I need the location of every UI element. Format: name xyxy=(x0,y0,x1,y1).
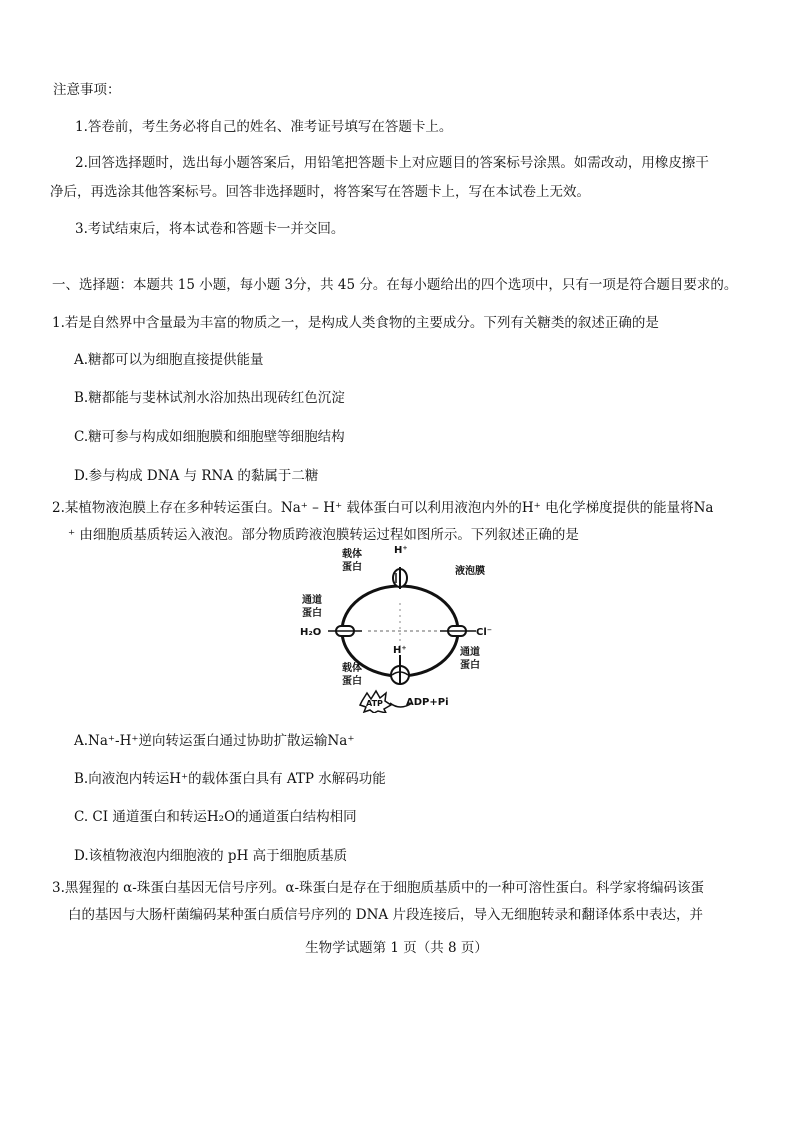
question-2-option-d: D.该植物液泡内细胞液的 pH 高于细胞质基质 xyxy=(74,848,348,864)
notes-title: 注意事项： xyxy=(53,82,121,98)
note-item-3: 3.考试结束后，将本试卷和答题卡一并交回。 xyxy=(75,221,345,237)
left-channel-protein-icon xyxy=(328,626,362,636)
carrier-protein-top-label-2: 蛋白 xyxy=(342,562,362,573)
question-2-option-a: A.Na⁺-H⁺逆向转运蛋白通过协助扩散运输Na⁺ xyxy=(74,733,355,749)
question-3-stem-line-2: 白的基因与大肠杆菌编码某种蛋白质信号序列的 DNA 片段连接后，导入无细胞转录和翻译体系中表达，并 xyxy=(68,907,703,923)
question-2-stem-line-2: ⁺ 由细胞质基质转运入液泡。部分物质跨液泡膜转运过程如图所示。下列叙述正确的是 xyxy=(68,527,579,543)
channel-protein-right-label: 通道 xyxy=(460,647,480,658)
h-top-label: H⁺ xyxy=(394,545,408,556)
question-1-option-b: B.糖都能与斐林试剂水浴加热出现砖红色沉淀 xyxy=(74,390,345,406)
channel-protein-left-label-2: 蛋白 xyxy=(302,608,322,619)
question-1-stem: 1.若是自然界中含量最为丰富的物质之一，是构成人类食物的主要成分。下列有关糖类的叙述正确的是 xyxy=(52,315,659,331)
question-3-stem-line-1: 3.黑猩猩的 α-珠蛋白基因无信号序列。α-珠蛋白是存在于细胞质基质中的一种可溶性蛋白。科学家将编码该蛋 xyxy=(52,880,705,896)
carrier-protein-bottom-label: 载体 xyxy=(342,663,362,674)
adp-pi-label: ADP+Pi xyxy=(406,697,449,708)
section-heading: 一、选择题：本题共 15 小题，每小题 3分，共 45 分。在每小题给出的四个选项中，只有一项是符合题目要求的。 xyxy=(52,277,738,293)
note-item-2-line-2: 净后，再选涂其他答案标号。回答非选择题时，将答案写在答题卡上，写在本试卷上无效。 xyxy=(50,184,590,200)
right-channel-protein-icon xyxy=(440,626,476,636)
question-2-option-c: C. CI 通道蛋白和转运H₂O的通道蛋白结构相同 xyxy=(74,809,357,825)
question-2-stem-line-1: 2.某植物液泡膜上存在多种转运蛋白。Na⁺ – H⁺ 载体蛋白可以利用液泡内外的H⁺ 电化学梯度提供的能量将Na xyxy=(52,500,714,516)
note-item-2-line-1: 2.回答选择题时，选出每小题答案后，用铅笔把答题卡上对应题目的答案标号涂黑。如需改动，用橡皮擦干 xyxy=(75,155,709,171)
page-footer: 生物学试题第 1 页（共 8 页） xyxy=(305,940,488,956)
vacuole-transport-diagram xyxy=(290,543,500,713)
channel-protein-right-label-2: 蛋白 xyxy=(460,660,480,671)
h2o-label: H₂O xyxy=(300,627,322,638)
question-2-option-b: B.向液泡内转运H⁺的载体蛋白具有 ATP 水解码功能 xyxy=(74,771,386,787)
top-carrier-protein-icon xyxy=(393,567,407,589)
carrier-protein-top-label: 载体 xyxy=(342,549,362,560)
question-1-option-a: A.糖都可以为细胞直接提供能量 xyxy=(74,352,264,368)
cl-label: Cl⁻ xyxy=(476,627,493,638)
note-item-1: 1.答卷前，考生务必将自己的姓名、准考证号填写在答题卡上。 xyxy=(75,119,453,135)
atp-label: ATP xyxy=(366,699,383,708)
question-1-option-c: C.糖可参与构成如细胞膜和细胞壁等细胞结构 xyxy=(74,429,345,445)
bottom-carrier-protein-icon xyxy=(391,655,409,685)
question-1-option-d: D.参与构成 DNA 与 RNA 的黏属于二糖 xyxy=(74,468,319,484)
vacuole-membrane-label: 液泡膜 xyxy=(455,566,485,577)
channel-protein-left-label: 通道 xyxy=(302,595,322,606)
h-bottom-label: H⁺ xyxy=(393,645,407,656)
carrier-protein-bottom-label-2: 蛋白 xyxy=(342,676,362,687)
